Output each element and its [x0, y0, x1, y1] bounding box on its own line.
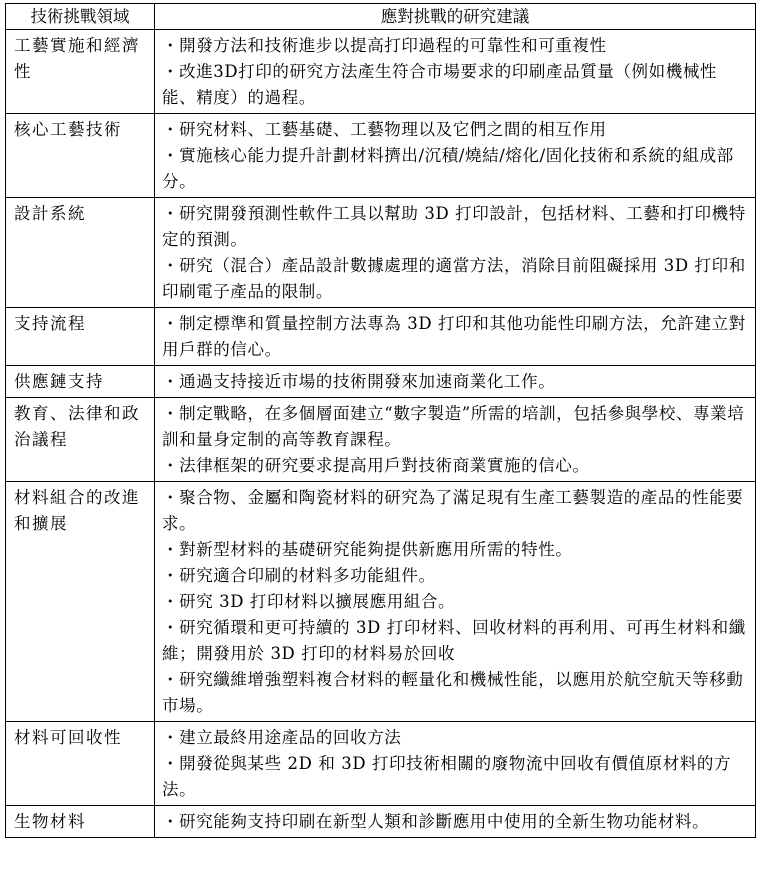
recommendation-item: ・法律框架的研究要求提高用戶對技術商業實施的信心。 [162, 456, 590, 475]
challenge-area-cell: 核心工藝技術 [6, 114, 155, 198]
table-row [6, 198, 756, 308]
recommendation-item: ・通過支持接近市場的技術開發來加速商業化工作。 [162, 372, 556, 391]
recommendation-item: ・研究適合印刷的材料多功能組件。 [162, 566, 436, 585]
recommendation-item: ・研究纖維增強塑料複合材料的輕量化和機械性能，以應用於航空航天等移動市場。 [162, 670, 744, 715]
challenge-area-cell: 教育、法律和政治議程 [6, 398, 155, 482]
research-recommendations-table [5, 3, 756, 838]
recommendation-item: ・對新型材料的基礎研究能夠提供新應用所需的特性。 [162, 540, 573, 559]
recommendations-cell [155, 366, 756, 398]
table-header-row [6, 4, 756, 30]
challenge-area-cell: 生物材料 [6, 806, 155, 838]
recommendation-item: ・研究 3D 打印材料以擴展應用組合。 [162, 592, 456, 611]
challenge-area-cell: 工藝實施和經濟性 [6, 30, 155, 114]
recommendation-item: ・研究材料、工藝基礎、工藝物理以及它們之間的相互作用 [162, 120, 607, 139]
recommendations-cell [155, 30, 756, 114]
recommendation-item: ・研究（混合）產品設計數據處理的適當方法，消除目前阻礙採用 3D 打印和印刷電子產品的限制。 [162, 256, 746, 301]
recommendation-item: ・改進3D打印的研究方法產生符合市場要求的印刷產品質量（例如機械性能、精度）的過程。 [162, 62, 718, 107]
table-body [6, 30, 756, 838]
recommendation-item: ・聚合物、金屬和陶瓷材料的研究為了滿足現有生產工藝製造的產品的性能要求。 [162, 488, 744, 533]
table-row [6, 30, 756, 114]
recommendations-cell [155, 114, 756, 198]
challenge-area-cell: 材料組合的改進和擴展 [6, 482, 155, 722]
recommendation-item: ・制定戰略，在多個層面建立“數字製造”所需的培訓，包括參與學校、專業培訓和量身定制的高等教育課程。 [162, 404, 745, 449]
recommendation-item: ・開發從與某些 2D 和 3D 打印技術相關的廢物流中回收有價值原材料的方法。 [162, 754, 732, 799]
table-row [6, 366, 756, 398]
recommendation-item: ・開發方法和技術進步以提高打印過程的可靠性和可重複性 [162, 36, 607, 55]
recommendation-item: ・研究能夠支持印刷在新型人類和診斷應用中使用的全新生物功能材料。 [162, 812, 710, 831]
header-recommendations: 應對挑戰的研究建議 [155, 4, 756, 30]
recommendations-cell [155, 806, 756, 838]
recommendation-item: ・實施核心能力提升計劃材料擠出/沉積/燒結/熔化/固化技術和系統的組成部分。 [162, 146, 734, 191]
challenge-area-cell: 供應鏈支持 [6, 366, 155, 398]
recommendations-cell [155, 482, 756, 722]
recommendations-cell [155, 398, 756, 482]
recommendations-cell [155, 722, 756, 806]
table-row [6, 308, 756, 366]
challenge-area-cell: 材料可回收性 [6, 722, 155, 806]
table-row [6, 114, 756, 198]
header-challenge-area: 技術挑戰領域 [6, 4, 155, 30]
recommendation-item: ・研究開發預測性軟件工具以幫助 3D 打印設計，包括材料、工藝和打印機特定的預測。 [162, 204, 746, 249]
table-row [6, 398, 756, 482]
table-row [6, 806, 756, 838]
table-row [6, 482, 756, 722]
challenge-area-cell: 設計系統 [6, 198, 155, 308]
recommendations-cell [155, 308, 756, 366]
recommendation-item: ・研究循環和更可持續的 3D 打印材料、回收材料的再利用、可再生材料和纖維；開發用於 3D 打印的材料易於回收 [162, 618, 746, 663]
challenge-area-cell: 支持流程 [6, 308, 155, 366]
table-row [6, 722, 756, 806]
recommendation-item: ・制定標準和質量控制方法專為 3D 打印和其他功能性印刷方法，允許建立對用戶群的信心。 [162, 314, 746, 359]
recommendations-cell [155, 198, 756, 308]
recommendation-item: ・建立最終用途產品的回收方法 [162, 728, 402, 747]
